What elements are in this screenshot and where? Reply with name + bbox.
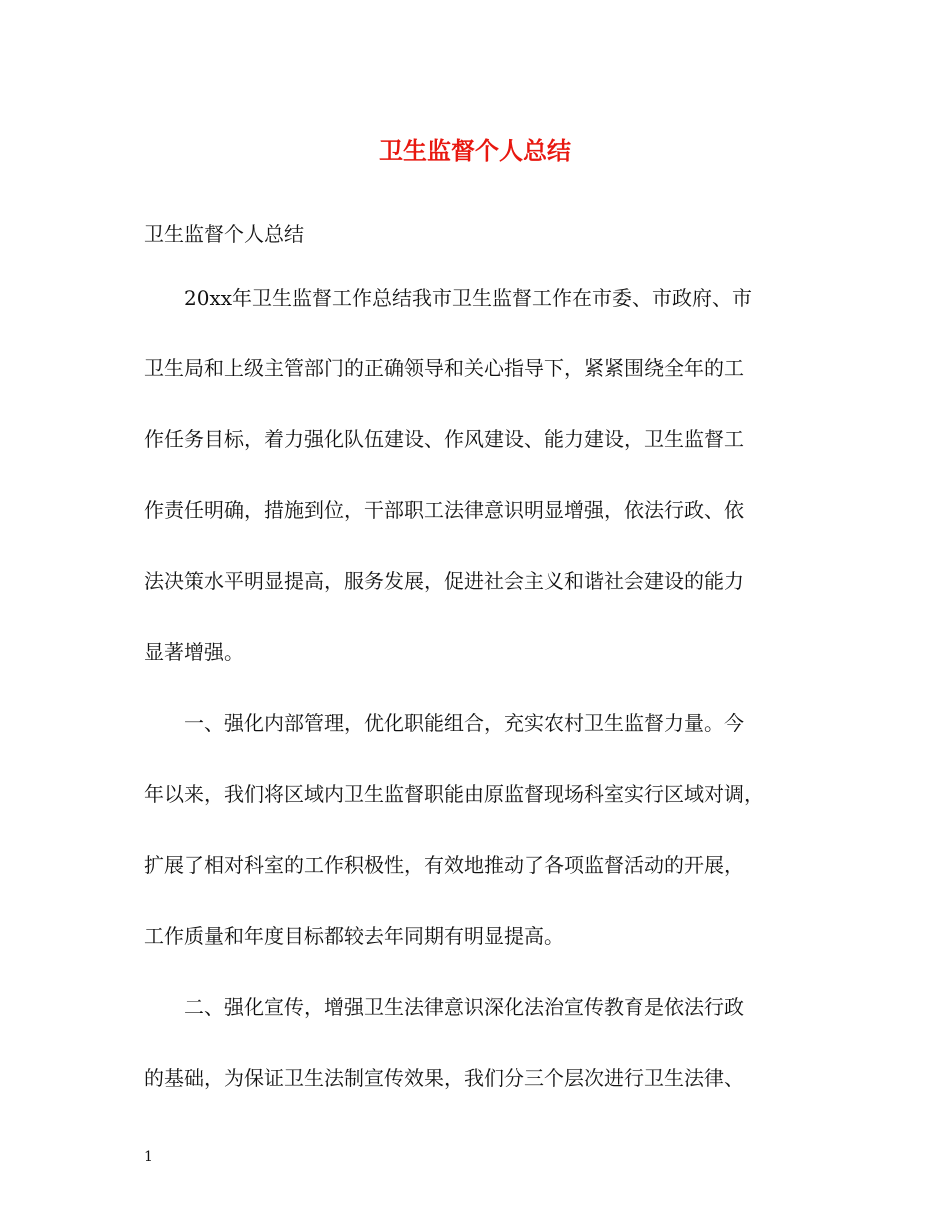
body-line-11: 工作质量和年度目标都较去年同期有明显提高。 bbox=[144, 924, 564, 948]
body-line-3: 卫生局和上级主管部门的正确领导和关心指导下，紧紧围绕全年的工 bbox=[144, 356, 744, 380]
body-line-9: 年以来，我们将区域内卫生监督职能由原监督现场科室实行区域对调， bbox=[144, 782, 764, 806]
body-line-12: 二、强化宣传，增强卫生法律意识深化法治宣传教育是依法行政 bbox=[144, 995, 744, 1019]
body-line-1: 卫生监督个人总结 bbox=[144, 222, 304, 246]
body-line-7: 显著增强。 bbox=[144, 640, 244, 664]
body-line-4: 作任务目标，着力强化队伍建设、作风建设、能力建设，卫生监督工 bbox=[144, 427, 744, 451]
page-number: 1 bbox=[144, 1149, 153, 1165]
body-line-2: 20xx年卫生监督工作总结我市卫生监督工作在市委、市政府、市 bbox=[144, 286, 753, 310]
body-line-8: 一、强化内部管理，优化职能组合，充实农村卫生监督力量。今 bbox=[144, 711, 744, 735]
body-line-5: 作责任明确，措施到位，干部职工法律意识明显增强，依法行政、依 bbox=[144, 498, 744, 522]
body-line-10: 扩展了相对科室的工作积极性，有效地推动了各项监督活动的开展， bbox=[144, 853, 744, 877]
body-line-13: 的基础，为保证卫生法制宣传效果，我们分三个层次进行卫生法律、 bbox=[144, 1066, 744, 1090]
document-title: 卫生监督个人总结 bbox=[379, 136, 571, 165]
body-line-6: 法决策水平明显提高，服务发展，促进社会主义和谐社会建设的能力 bbox=[144, 569, 744, 593]
